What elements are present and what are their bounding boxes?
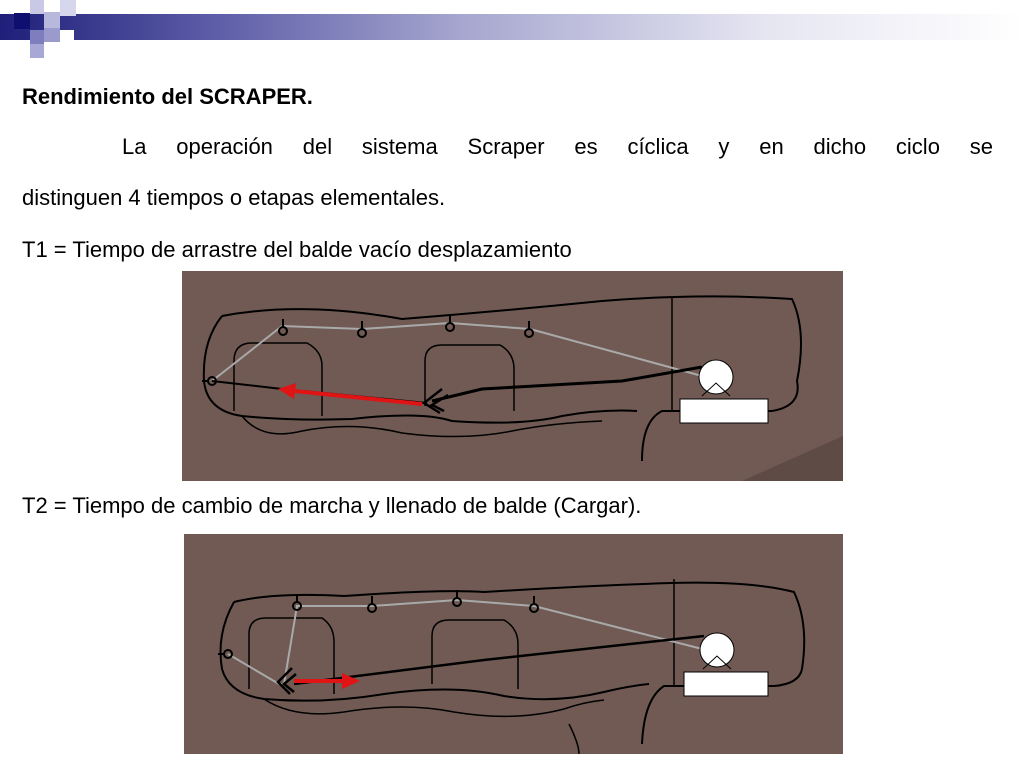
slide-title: Rendimiento del SCRAPER. (22, 84, 313, 109)
return-cable (212, 323, 702, 381)
pillar-middle (432, 620, 518, 689)
t2-description: T2 = Tiempo de cambio de marcha y llenado de balde (Cargar). (22, 493, 642, 518)
scraper-diagram-loading (184, 534, 843, 754)
tunnel-floor-line (264, 699, 604, 754)
header-square-decoration (30, 0, 44, 14)
paragraph-first-line (22, 134, 993, 160)
movement-arrow-line (294, 391, 422, 404)
haul-cable (294, 636, 704, 684)
header-square-decoration (30, 44, 44, 58)
movement-arrow-head (278, 383, 296, 399)
header-square-decoration (44, 12, 60, 28)
header-square-decoration (44, 28, 60, 42)
scraper-diagram-empty-drag-svg (182, 271, 843, 481)
header-square-decoration (14, 13, 30, 29)
paragraph-first-line-text: La operación del sistema Scraper es cíclica y en dicho ciclo se (122, 134, 993, 159)
winch-base-icon (680, 399, 768, 423)
diagram-shadow-corner (742, 436, 843, 481)
winch-base-icon (684, 672, 768, 696)
winch-drum-icon (699, 360, 733, 394)
pulley-icons (218, 590, 538, 658)
t1-description: T1 = Tiempo de arrastre del balde vacío desplazamiento (22, 237, 572, 262)
scraper-diagram-loading-svg (184, 534, 843, 754)
scraper-diagram-empty-drag (182, 271, 843, 481)
haul-cable-right (432, 367, 702, 401)
header-gradient-band (0, 14, 1024, 40)
winch-drum-icon (700, 633, 734, 667)
scraper-bucket-icon (278, 668, 296, 694)
header-square-decoration (60, 0, 76, 16)
paragraph-second-line: distinguen 4 tiempos o etapas elementales. (22, 185, 446, 210)
header-square-decoration (60, 30, 74, 42)
header-square-decoration (30, 30, 44, 44)
